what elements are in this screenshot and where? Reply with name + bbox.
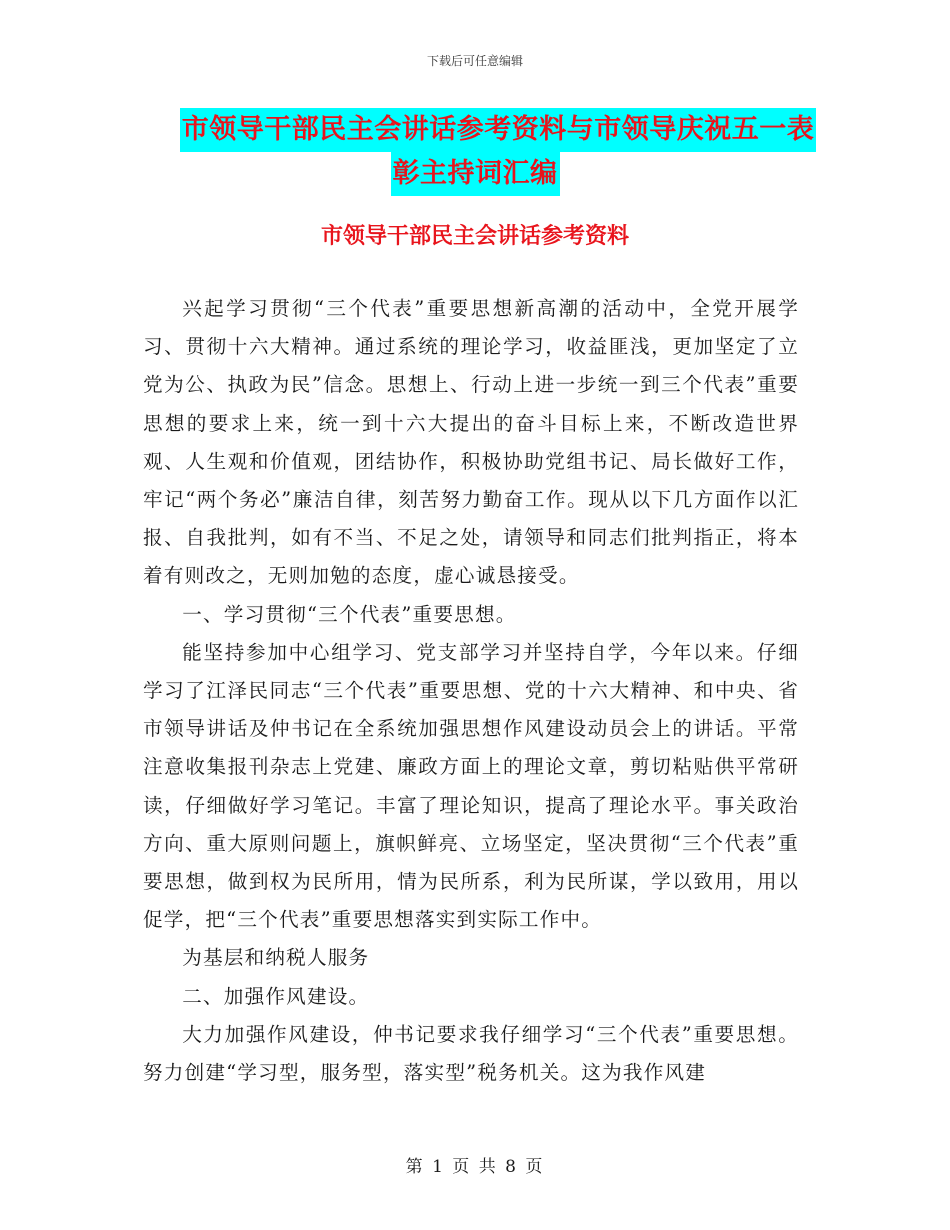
paragraph-heading-2: 二、加强作风建设。 (182, 984, 370, 1008)
paragraph-study: 能坚持参加中心组学习、党支部学习并坚持自学，今年以来。仔细学习了江泽民同志“三个代表”重要思想、党的十六大精神、和中央、省市领导讲话及仲书记在全系统加强思想作风建设动员会上的讲话。平常注意收集报刊杂志上党建、廉政方面上的理论文章，剪切粘贴供平常研读，仔细做好学习笔记。丰富了理论知识，提高了理论水平。事关政治方向、重大原则问题上，旗帜鲜亮、立场坚定，坚决贯彻“三个代表”重要思想，做到权为民所用，情为民所系，利为民所谋，学以致用，用以促学，把“三个代表”重要思想落实到实际工作中。 (143, 640, 799, 932)
title-line-1: 市领导干部民主会讲话参考资料与市领导庆祝五一表 (180, 108, 817, 152)
paragraph-service: 为基层和纳税人服务 (182, 946, 370, 970)
page-number: 第 1 页 共 8 页 (405, 1157, 545, 1177)
document-body (143, 290, 799, 1092)
page-header-note: 下载后可任意编辑 (426, 54, 523, 68)
section-title: 市领导干部民主会讲话参考资料 (320, 224, 629, 249)
document-title (145, 108, 815, 196)
paragraph-style: 大力加强作风建设，仲书记要求我仔细学习“三个代表”重要思想。努力创建“学习型，服务型，落实型”税务机关。这为我作风建 (143, 1022, 799, 1085)
title-line-2: 彰主持词汇编 (391, 152, 560, 196)
paragraph-intro: 兴起学习贯彻“三个代表”重要思想新高潮的活动中，全党开展学习、贯彻十六大精神。通过系统的理论学习，收益匪浅，更加坚定了立党为公、执政为民”信念。思想上、行动上进一步统一到三个代表”重要思想的要求上来，统一到十六大提出的奋斗目标上来，不断改造世界观、人生观和价值观，团结协作，积极协助党组书记、局长做好工作，牢记“两个务必”廉洁自律，刻苦努力勤奋工作。现从以下几方面作以汇报、自我批判，如有不当、不足之处，请领导和同志们批判指正，将本着有则改之，无则加勉的态度，虚心诚恳接受。 (143, 297, 799, 588)
paragraph-heading-1: 一、学习贯彻“三个代表”重要思想。 (182, 602, 517, 626)
